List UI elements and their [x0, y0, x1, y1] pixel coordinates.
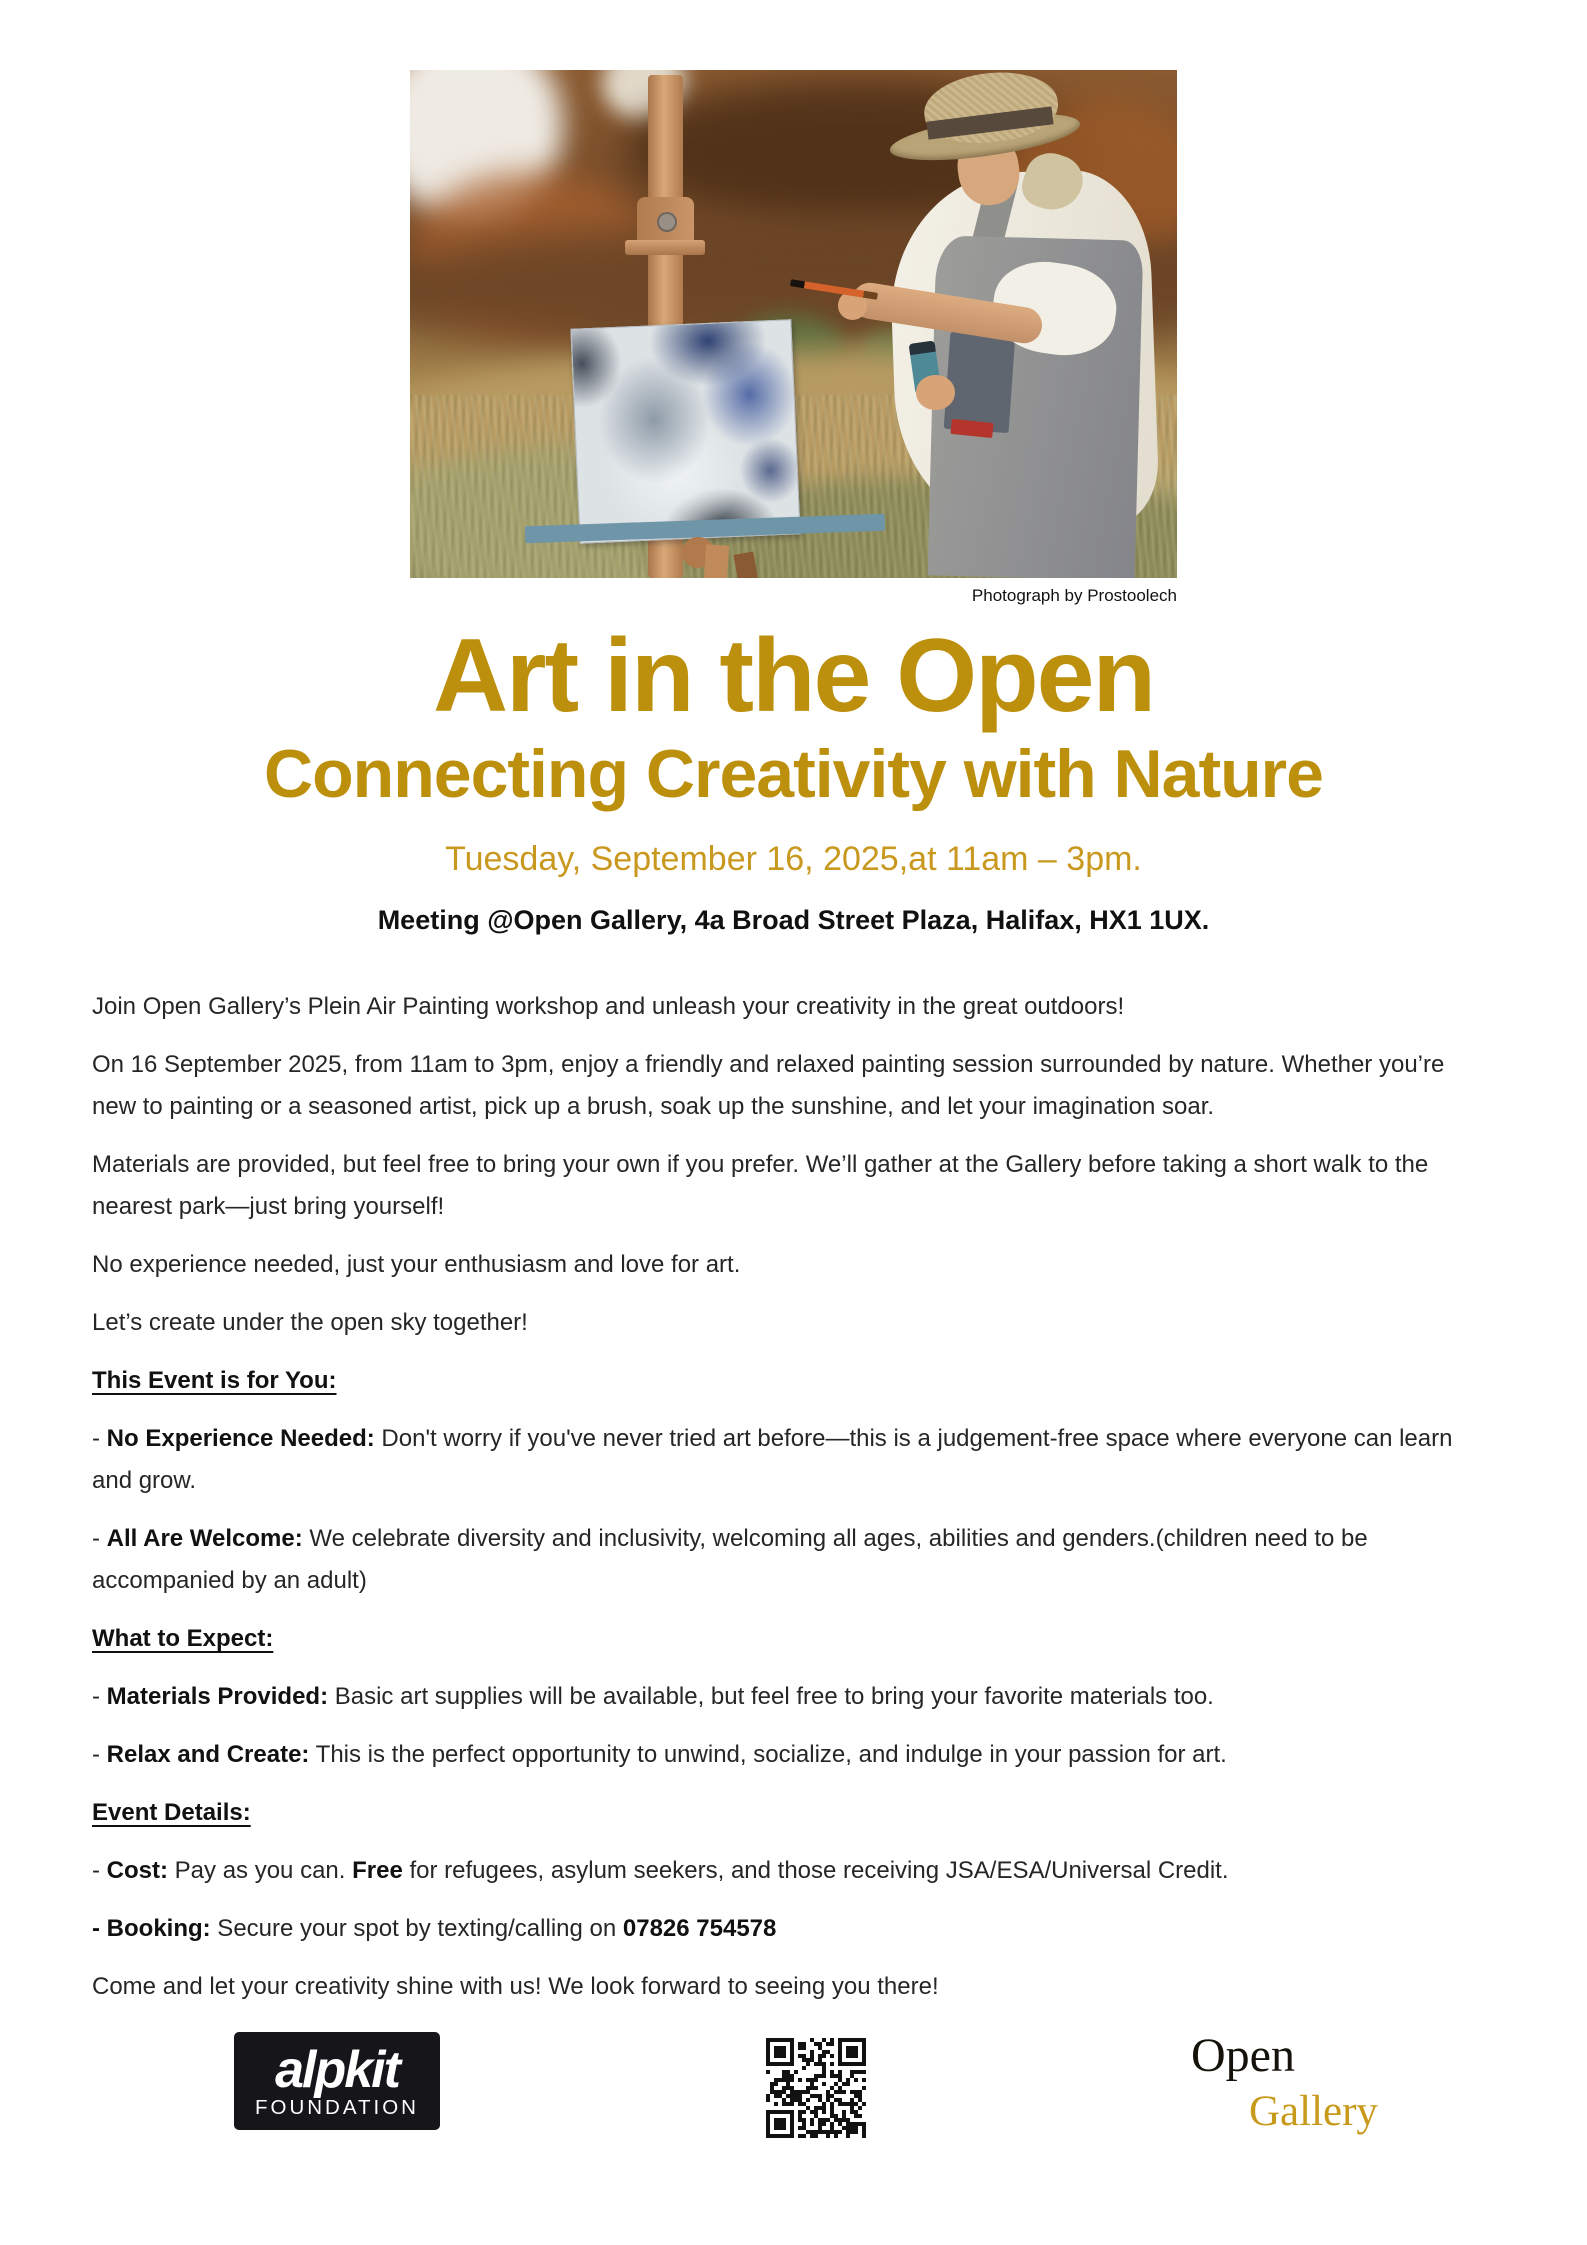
bullet-booking: - Booking: Secure your spot by texting/calling on 07826 754578: [92, 1914, 777, 1942]
section-heading-for-you: This Event is for You:: [92, 1366, 337, 1394]
section-heading-details: Event Details:: [92, 1798, 251, 1826]
bullet-relax-create: - Relax and Create: This is the perfect opportunity to unwind, socialize, and indulge in your passion for art.: [92, 1740, 1227, 1768]
alpkit-foundation-label: FOUNDATION: [254, 2095, 419, 2119]
flyer-body: [92, 986, 1495, 2008]
page-subtitle: Connecting Creativity with Nature: [264, 736, 1323, 813]
photo-caption: Photograph by Prostoolech: [971, 586, 1177, 605]
bullet-all-welcome: - All Are Welcome: We celebrate diversity and inclusivity, welcoming all ages, abilities and genders.(children need to be accompanied by an adult): [92, 1524, 1368, 1594]
materials-paragraph: Materials are provided, but feel free to bring your own if you prefer. We’ll gather at the Gallery before taking a short walk to the nearest park—just bring yourself!: [92, 1150, 1429, 1220]
create-paragraph: Let’s create under the open sky together!: [92, 1308, 528, 1336]
easel-bolt: [657, 212, 677, 232]
page-title: Art in the Open: [432, 618, 1155, 734]
qr-code-container: [766, 2038, 866, 2143]
footer-logos: [92, 2028, 1495, 2143]
painter-left-hand: [916, 375, 954, 411]
alpkit-wordmark: alpkit: [275, 2040, 399, 2099]
open-gallery-word-open: Open: [1191, 2028, 1295, 2082]
event-datetime: Tuesday, September 16, 2025,at 11am – 3pm.: [445, 839, 1142, 878]
session-paragraph: On 16 September 2025, from 11am to 3pm, enjoy a friendly and relaxed painting session surrounded by nature. Whether you’re new to painting or a seasoned artist, pick up a brush, soak up the sunshine, and let your imagination soar.: [92, 1050, 1445, 1120]
bullet-materials-provided: - Materials Provided: Basic art supplies will be available, but feel free to bring your favorite materials too.: [92, 1682, 1214, 1710]
abstract-canvas: [570, 319, 800, 544]
meeting-location: Meeting @Open Gallery, 4a Broad Street Plaza, Halifax, HX1 1UX.: [377, 904, 1210, 935]
plein-air-photo: [410, 70, 1177, 578]
qr-code: [766, 2038, 866, 2138]
bullet-no-experience: - No Experience Needed: Don't worry if you've never tried art before—this is a judgement-free space where everyone can learn and grow.: [92, 1424, 1453, 1494]
closing-line: Come and let your creativity shine with us! We look forward to seeing you there!: [92, 1972, 939, 2000]
intro-paragraph: Join Open Gallery’s Plein Air Painting workshop and unleash your creativity in the great outdoors!: [92, 992, 1125, 1020]
bullet-cost: - Cost: Pay as you can. Free for refugees, asylum seekers, and those receiving JSA/ESA/Universal Credit.: [92, 1856, 1229, 1884]
experience-paragraph: No experience needed, just your enthusiasm and love for art.: [92, 1250, 741, 1278]
alpkit-foundation-logo: [234, 2032, 440, 2130]
easel-leg: [704, 544, 729, 578]
open-gallery-logo: [1191, 2028, 1403, 2135]
section-heading-expect: What to Expect:: [92, 1624, 274, 1652]
open-gallery-word-gallery: Gallery: [1249, 2087, 1378, 2135]
painter-folder: [944, 332, 1016, 433]
easel-crossbar: [625, 240, 706, 255]
